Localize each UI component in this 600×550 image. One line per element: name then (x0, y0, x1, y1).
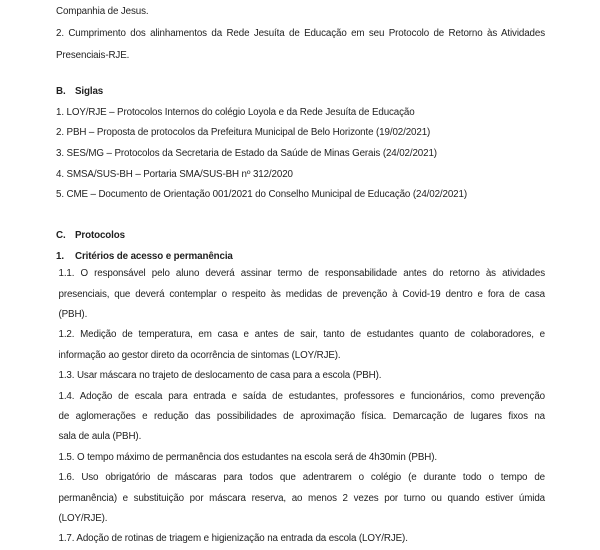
protocol-line: (LOY/RJE). (58, 513, 108, 525)
protocol-line: 1.2. Medição de temperatura, em casa e antes de sair, tanto de estudantes quanto de colaboradores, e (58, 329, 545, 341)
protocol-line: 1.6. Uso obrigatório de máscaras para todos que adentrarem o colégio (e durante todo o tempo de (58, 472, 545, 484)
protocol-line: 1.1. O responsável pelo aluno deverá assinar termo de responsabilidade antes do retorno às atividades (58, 268, 545, 280)
protocol-line: informação ao gestor direto da ocorrência de sintomas (LOY/RJE). (58, 349, 341, 361)
section-b-heading (56, 82, 545, 103)
protocol-line: (PBH). (58, 308, 88, 320)
sigla-item: 4. SMSA/SUS-BH – Portaria SMA/SUS-BH nº 312/2020 (56, 168, 293, 180)
protocol-line: de aglomerações e redução das possibilidades de aproximação física. Demarcação de lugares fixos na (58, 411, 545, 423)
section-c-protocolos (56, 226, 545, 267)
intro-line: Companhia de Jesus. (56, 5, 149, 17)
protocol-line: 1.7. Adoção de rotinas de triagem e higienização na entrada da escola (LOY/RJE). (58, 533, 408, 545)
protocol-line: 1.5. O tempo máximo de permanência dos estudantes na escola será de 4h30min (PBH). (58, 451, 437, 463)
sigla-item: 1. LOY/RJE – Protocolos Internos do colégio Loyola e da Rede Jesuíta de Educação (56, 106, 415, 118)
protocol-line: permanência) e substituição por máscara reserva, ao menos 2 vezes por turno ou quando estiver úmida (58, 492, 545, 504)
protocol-list (56, 264, 545, 550)
section-b-label: B. (56, 86, 66, 98)
section-b-title: Siglas (75, 86, 104, 98)
protocol-line: 1.4. Adoção de escala para entrada e saída de estudantes, professores e funcionários, como prevenção (58, 390, 545, 402)
section-c-heading (56, 226, 545, 247)
section-b-siglas (56, 82, 545, 206)
sigla-item: 5. CME – Documento de Orientação 001/2021 do Conselho Municipal de Educação (24/02/2021) (56, 189, 467, 201)
section-c-label: C. (56, 230, 66, 242)
sigla-item: 3. SES/MG – Protocolos da Secretaria de Estado da Saúde de Minas Gerais (24/02/2021) (56, 148, 437, 159)
intro-section (56, 1, 545, 68)
protocol-line: sala de aula (PBH). (58, 431, 142, 443)
intro-line: 2. Cumprimento dos alinhamentos da Rede Jesuíta de Educação em seu Protocolo de Retorno às Atividades (56, 27, 545, 39)
protocol-line: presenciais, que deverá contemplar o respeito às medidas de prevenção à Covid-19 dentro e fora de casa (58, 288, 545, 300)
subsection-1-title: Critérios de acesso e permanência (75, 250, 233, 262)
protocol-line: 1.3. Usar máscara no trajeto de deslocamento de casa para a escola (PBH). (58, 370, 382, 382)
subsection-1-label: 1. (56, 250, 64, 262)
sigla-item: 2. PBH – Proposta de protocolos da Prefeitura Municipal de Belo Horizonte (19/02/2021) (56, 127, 431, 139)
intro-line: Presenciais-RJE. (56, 50, 130, 62)
section-c-title: Protocolos (75, 230, 125, 242)
